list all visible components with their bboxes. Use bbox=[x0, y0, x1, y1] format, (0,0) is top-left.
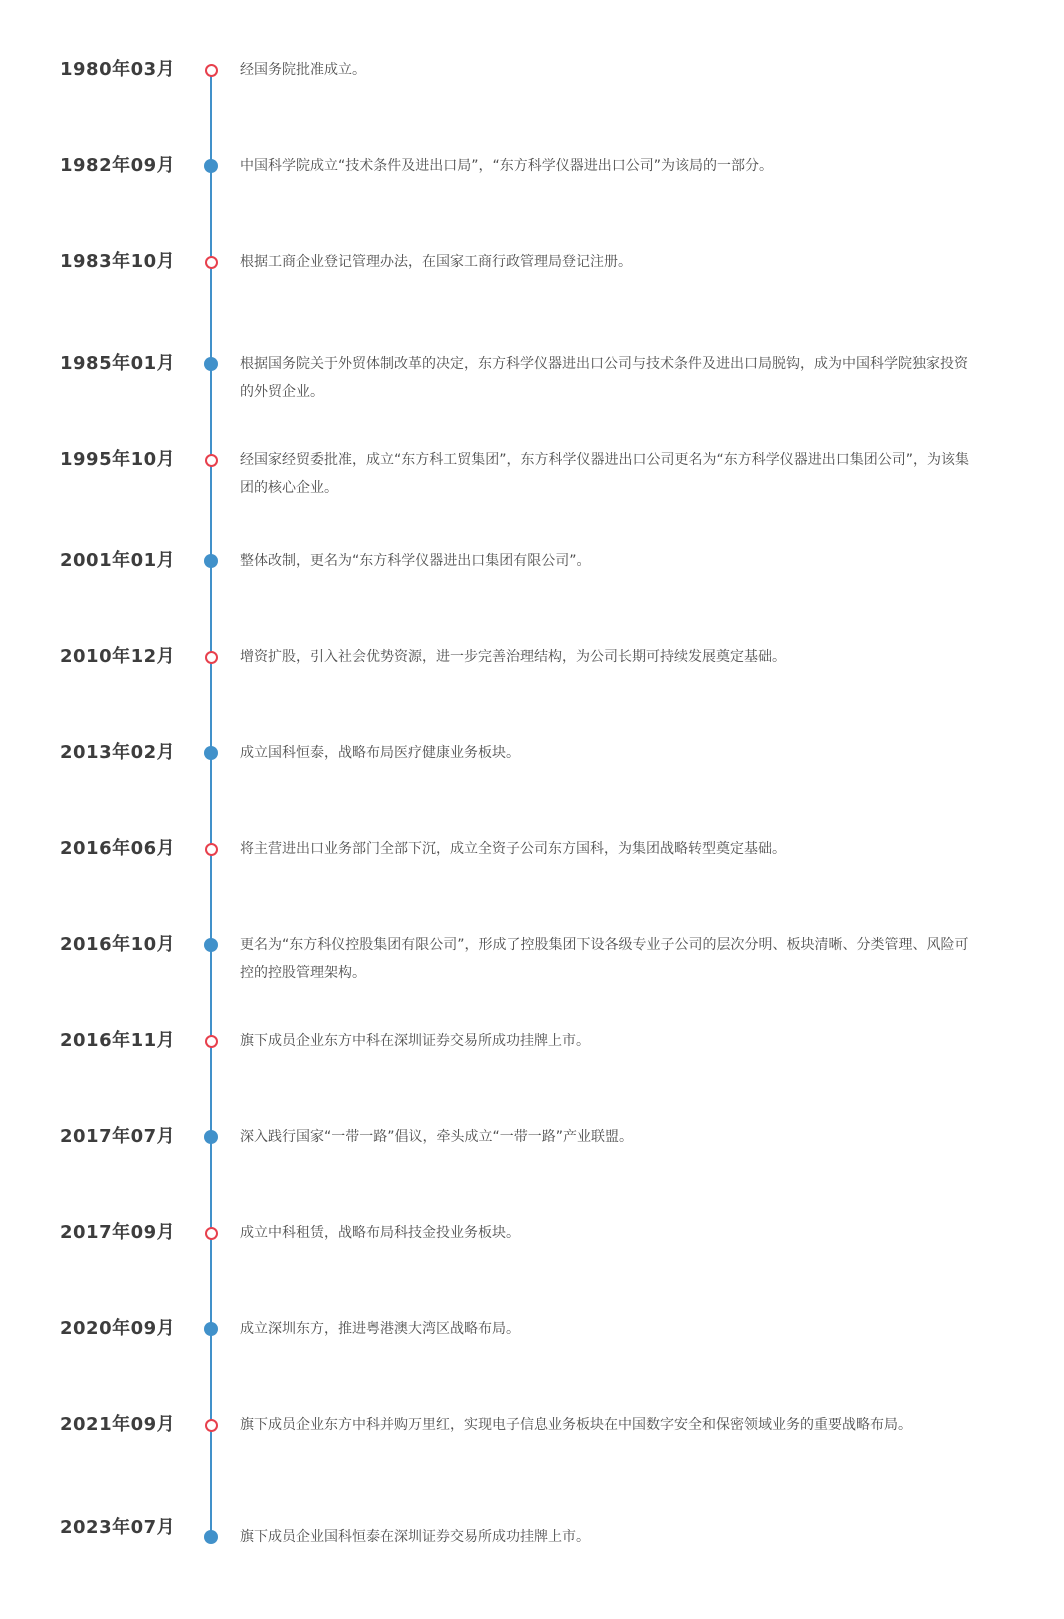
entry-description: 旗下成员企业国科恒泰在深圳证券交易所成功挂牌上市。 bbox=[240, 1529, 590, 1545]
entry-date: 1995年10月 bbox=[60, 449, 176, 470]
timeline-dot-icon bbox=[204, 357, 218, 371]
timeline-entry bbox=[60, 931, 1024, 1027]
timeline-entry bbox=[60, 1027, 1024, 1123]
timeline-entry bbox=[60, 446, 1024, 547]
timeline-dot-icon bbox=[204, 938, 218, 952]
timeline-dot-icon bbox=[205, 651, 218, 664]
timeline-entry bbox=[60, 152, 1024, 248]
timeline-entry bbox=[60, 547, 1024, 643]
timeline-dot-icon bbox=[205, 843, 218, 856]
timeline-entry bbox=[60, 1315, 1024, 1411]
entry-date: 2016年11月 bbox=[60, 1030, 176, 1051]
timeline-entry bbox=[60, 248, 1024, 350]
timeline-entry bbox=[60, 1517, 1024, 1619]
timeline-marker bbox=[204, 1027, 218, 1123]
entry-description: 增资扩股，引入社会优势资源，进一步完善治理结构，为公司长期可持续发展奠定基础。 bbox=[240, 649, 786, 665]
entry-description: 深入践行国家“一带一路”倡议，牵头成立“一带一路”产业联盟。 bbox=[240, 1129, 634, 1145]
timeline-marker bbox=[204, 1123, 218, 1219]
timeline-marker bbox=[204, 835, 218, 931]
timeline-dot-icon bbox=[204, 1130, 218, 1144]
timeline-entry bbox=[60, 1411, 1024, 1523]
timeline-dot-icon bbox=[204, 554, 218, 568]
timeline-marker bbox=[204, 446, 218, 547]
entry-date: 2013年02月 bbox=[60, 742, 176, 763]
entry-description: 将主营进出口业务部门全部下沉，成立全资子公司东方国科，为集团战略转型奠定基础。 bbox=[240, 841, 786, 857]
timeline-dot-icon bbox=[205, 1419, 218, 1432]
timeline-connector-line bbox=[210, 1425, 212, 1537]
entry-description: 成立中科租赁，战略布局科技金投业务板块。 bbox=[240, 1225, 520, 1241]
timeline-dot-icon bbox=[205, 1035, 218, 1048]
timeline-entry bbox=[60, 643, 1024, 739]
timeline-marker bbox=[204, 931, 218, 1027]
timeline-dot-icon bbox=[205, 64, 218, 77]
entry-description: 整体改制，更名为“东方科学仪器进出口集团有限公司”。 bbox=[240, 553, 591, 569]
entry-date: 2010年12月 bbox=[60, 646, 176, 667]
entry-description: 根据国务院关于外贸体制改革的决定，东方科学仪器进出口公司与技术条件及进出口局脱钩，成为中国科学院独家投资的外贸企业。 bbox=[240, 356, 968, 400]
entry-description: 经国家经贸委批准，成立“东方科工贸集团”，东方科学仪器进出口公司更名为“东方科学仪器进出口集团公司”，为该集团的核心企业。 bbox=[240, 452, 970, 496]
timeline-marker bbox=[204, 152, 218, 248]
timeline-marker bbox=[204, 56, 218, 152]
timeline-marker bbox=[204, 1411, 218, 1523]
timeline-dot-icon bbox=[204, 746, 218, 760]
entry-date: 1980年03月 bbox=[60, 59, 176, 80]
entry-date: 2020年09月 bbox=[60, 1318, 176, 1339]
entry-date: 1983年10月 bbox=[60, 251, 176, 272]
timeline-entry bbox=[60, 1219, 1024, 1315]
entry-date: 2023年07月 bbox=[60, 1517, 176, 1538]
timeline-dot-icon bbox=[205, 256, 218, 269]
timeline-dot-icon bbox=[205, 454, 218, 467]
entry-date: 1985年01月 bbox=[60, 353, 176, 374]
timeline-entry bbox=[60, 835, 1024, 931]
timeline-dot-icon bbox=[204, 159, 218, 173]
entry-description: 旗下成员企业东方中科在深圳证券交易所成功挂牌上市。 bbox=[240, 1033, 590, 1049]
entry-description: 中国科学院成立“技术条件及进出口局”，“东方科学仪器进出口公司”为该局的一部分。 bbox=[240, 158, 774, 174]
entry-description: 经国务院批准成立。 bbox=[240, 62, 366, 78]
entry-description: 更名为“东方科仪控股集团有限公司”，形成了控股集团下设各级专业子公司的层次分明、板块清晰、分类管理、风险可控的控股管理架构。 bbox=[240, 937, 969, 981]
entry-description: 根据工商企业登记管理办法，在国家工商行政管理局登记注册。 bbox=[240, 254, 632, 270]
timeline-marker bbox=[204, 1523, 218, 1619]
entry-date: 2016年06月 bbox=[60, 838, 176, 859]
entry-date: 1982年09月 bbox=[60, 155, 176, 176]
timeline-entry bbox=[60, 1123, 1024, 1219]
timeline-connector-line bbox=[210, 460, 212, 561]
entry-description: 成立深圳东方，推进粤港澳大湾区战略布局。 bbox=[240, 1321, 520, 1337]
entry-description: 旗下成员企业东方中科并购万里红，实现电子信息业务板块在中国数字安全和保密领域业务的重要战略布局。 bbox=[240, 1417, 912, 1433]
timeline-entry bbox=[60, 739, 1024, 835]
timeline-marker bbox=[204, 739, 218, 835]
timeline-marker bbox=[204, 350, 218, 446]
timeline-marker bbox=[204, 1219, 218, 1315]
timeline-connector-line bbox=[210, 262, 212, 364]
timeline-marker bbox=[204, 1315, 218, 1411]
timeline-marker bbox=[204, 643, 218, 739]
entry-date: 2016年10月 bbox=[60, 934, 176, 955]
entry-date: 2001年01月 bbox=[60, 550, 176, 571]
timeline-entry bbox=[60, 56, 1024, 152]
entry-description: 成立国科恒泰，战略布局医疗健康业务板块。 bbox=[240, 745, 520, 761]
timeline-dot-icon bbox=[204, 1530, 218, 1544]
timeline-marker bbox=[204, 248, 218, 350]
entry-date: 2021年09月 bbox=[60, 1414, 176, 1435]
entry-date: 2017年07月 bbox=[60, 1126, 176, 1147]
entry-date: 2017年09月 bbox=[60, 1222, 176, 1243]
timeline-entry bbox=[60, 350, 1024, 446]
timeline-marker bbox=[204, 547, 218, 643]
timeline-dot-icon bbox=[204, 1322, 218, 1336]
timeline-dot-icon bbox=[205, 1227, 218, 1240]
